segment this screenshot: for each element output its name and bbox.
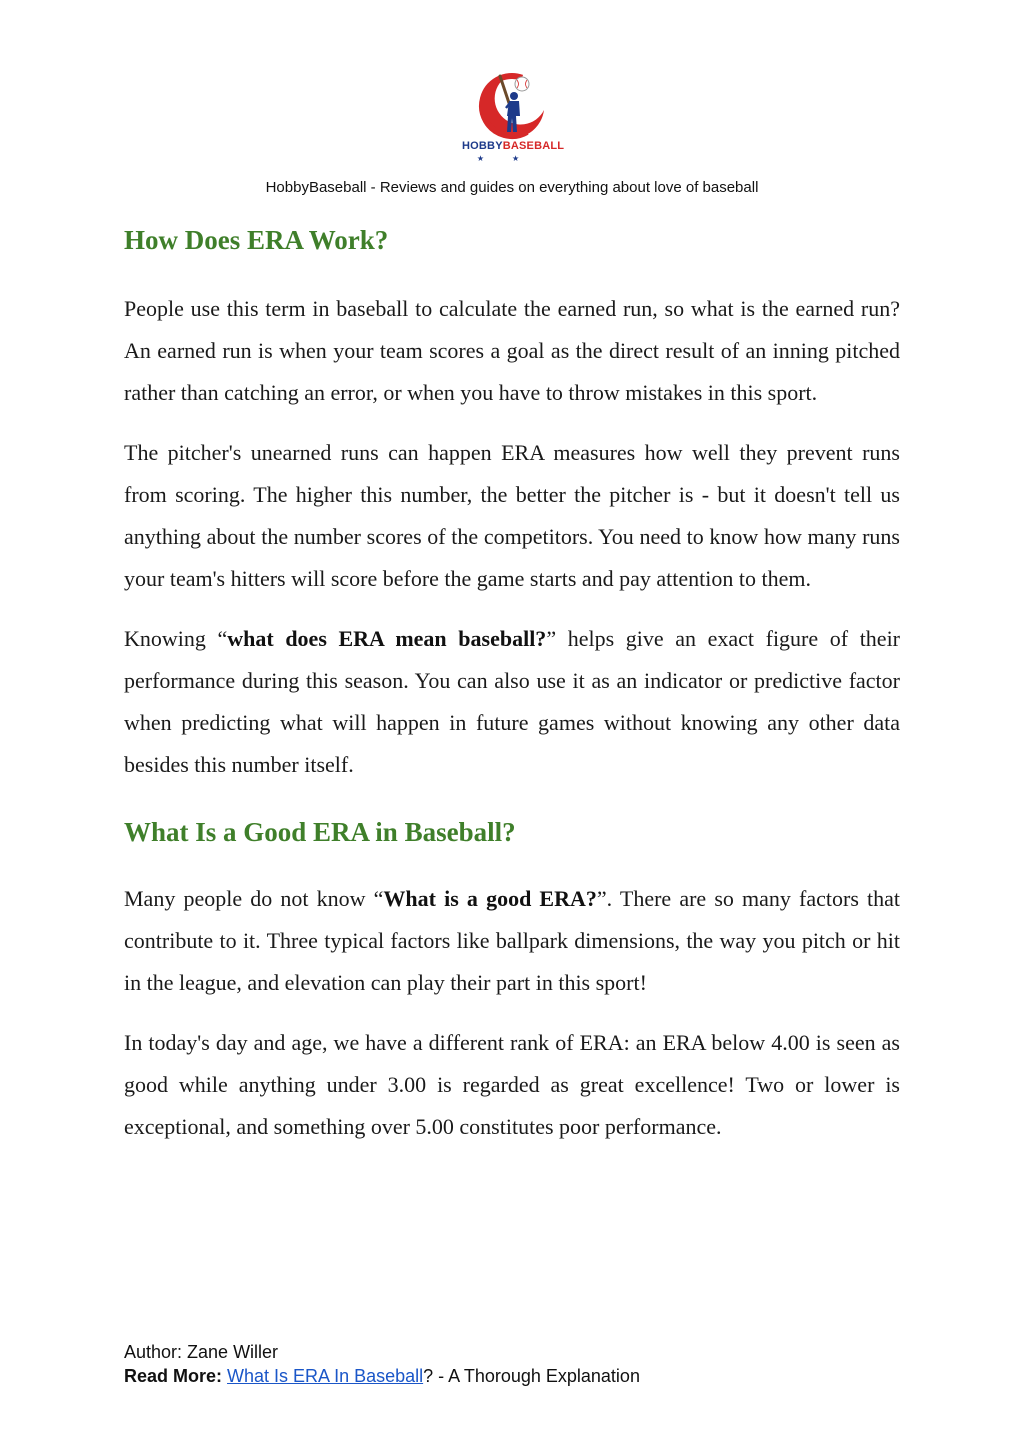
bold-phrase: What is a good ERA?	[383, 886, 597, 911]
paragraph	[124, 618, 900, 786]
paragraph-text: ”. There are so many factors that contribute to it. Three typical factors like ballpark dimensions, the way you pitch or hit in the league, and elevation can play their part in this sport!	[124, 886, 901, 995]
bold-phrase: what does ERA mean baseball?	[227, 626, 547, 651]
read-more-label: Read More:	[124, 1366, 223, 1386]
paragraph	[124, 432, 900, 600]
logo-brand-part1: HOBBY	[462, 140, 503, 152]
baseball-player-logo-icon	[462, 70, 562, 140]
paragraph	[124, 878, 900, 1004]
paragraph-text: In today's day and age, we have a different rank of ERA: an ERA below 4.00 is seen as good while anything under 3.00 is regarded as great excellence! Two or lower is exceptional, and something over 5.00 constitutes poor performance.	[124, 1030, 900, 1139]
logo-stars: ★★	[476, 154, 548, 163]
logo-brand-part2: BASEBALL	[502, 140, 565, 152]
site-tagline: HobbyBaseball - Reviews and guides on everything about love of baseball	[265, 179, 759, 196]
paragraph-text: The pitcher's unearned runs can happen ERA measures how well they prevent runs from scoring. The higher this number, the better the pitcher is - but it doesn't tell us anything about the number scores of the competitors. You need to know how many runs your team's hitters will score before the game starts and pay attention to them.	[124, 440, 900, 591]
paragraph-text: People use this term in baseball to calculate the earned run, so what is the earned run? An earned run is when your team scores a goal as the direct result of an inning pitched rather than catching an error, or when you have to throw mistakes in this sport.	[124, 296, 900, 405]
paragraph-text: ” helps give an exact figure of their performance during this season. You can also use it as an indicator or predictive factor when predicting what will happen in future games without knowing any other data besides this number itself.	[124, 626, 901, 777]
section-heading: What Is a Good ERA in Baseball?	[124, 817, 516, 847]
logo-wordmark	[462, 140, 565, 152]
read-more-link[interactable]: What Is ERA In Baseball	[227, 1366, 424, 1386]
paragraph	[124, 288, 900, 414]
paragraph-text: Knowing “	[124, 626, 228, 651]
read-more-line	[124, 1364, 640, 1388]
hobbybaseball-logo[interactable]	[462, 70, 565, 163]
paragraph-text: Many people do not know “	[124, 886, 384, 911]
article-body	[124, 220, 900, 1148]
paragraph	[124, 1022, 900, 1148]
section-heading: How Does ERA Work?	[124, 225, 389, 255]
read-more-suffix: ? - A Thorough Explanation	[423, 1366, 640, 1386]
author-line: Author: Zane Willer	[124, 1342, 279, 1362]
page-footer	[124, 1340, 640, 1388]
